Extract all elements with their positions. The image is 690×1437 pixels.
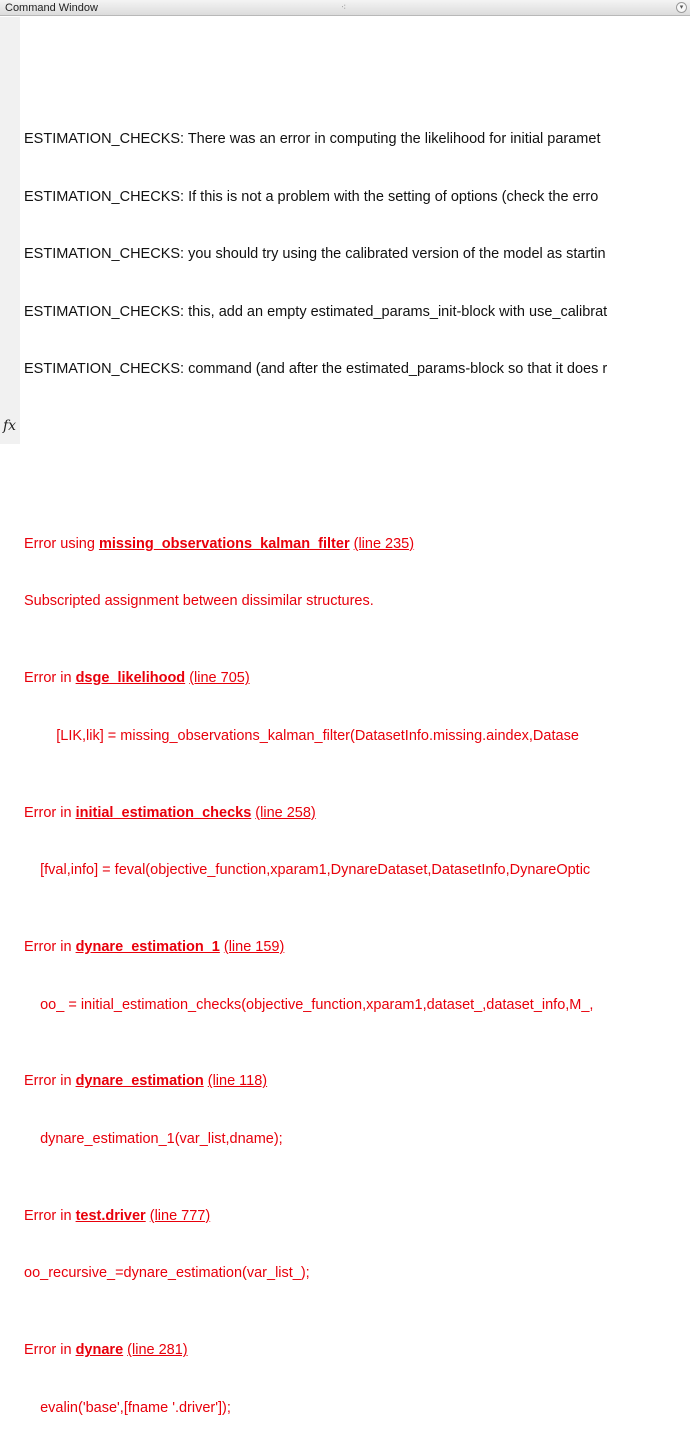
window-actions-menu-icon[interactable]: ▾ — [676, 2, 687, 13]
line-link-705[interactable]: (line 705) — [189, 670, 250, 687]
function-link-dynare[interactable]: dynare — [75, 1342, 124, 1359]
warning-line: ESTIMATION_CHECKS: If this is not a problem with the setting of options (check the erro — [24, 188, 599, 205]
error-in-label: Error in — [24, 1207, 76, 1224]
spacer — [24, 55, 690, 72]
function-browser-fx-icon[interactable]: fx — [3, 418, 17, 434]
function-link-initial-estimation-checks[interactable]: initial_estimation_checks — [75, 804, 252, 821]
function-link-dsge-likelihood[interactable]: dsge_likelihood — [75, 670, 186, 687]
line-link-281[interactable]: (line 281) — [127, 1342, 188, 1359]
window-title: Command Window — [5, 2, 98, 14]
error-in-label: Error in — [24, 938, 76, 955]
error-header — [24, 535, 690, 554]
function-link-dynare-estimation-1[interactable]: dynare_estimation_1 — [75, 938, 220, 955]
warning-line: ESTIMATION_CHECKS: this, add an empty estimated_params_init-block with use_calibrat — [24, 303, 608, 320]
line-link-118[interactable]: (line 118) — [207, 1073, 268, 1090]
error-using-label: Error using — [24, 535, 99, 552]
stack-frame-header — [24, 669, 690, 688]
error-message: Subscripted assignment between dissimilar structures. — [24, 593, 374, 610]
line-link-258[interactable]: (line 258) — [255, 804, 316, 821]
stack-frame-header — [24, 938, 690, 957]
stack-frame-header — [24, 1341, 690, 1360]
line-link-777[interactable]: (line 777) — [149, 1207, 211, 1224]
stack-frame-code: [fval,info] = feval(objective_function,xparam1,DynareDataset,DatasetInfo,DynareOptic — [24, 862, 591, 879]
error-in-label: Error in — [24, 1342, 76, 1359]
error-in-label: Error in — [24, 670, 76, 687]
function-link-missing-observations-kalman-filter[interactable]: missing_observations_kalman_filter — [98, 535, 350, 552]
line-link-235[interactable]: (line 235) — [353, 535, 415, 552]
drag-grip-icon[interactable]: ⁖ — [341, 2, 347, 12]
left-gutter — [0, 17, 20, 444]
stack-frame-code: oo_recursive_=dynare_estimation(var_list_); — [24, 1265, 310, 1282]
spacer — [24, 437, 690, 477]
command-output[interactable] — [24, 17, 690, 1416]
stack-frame-code: [LIK,lik] = missing_observations_kalman_filter(DatasetInfo.missing.aindex,Datase — [24, 727, 579, 744]
line-link-159[interactable]: (line 159) — [223, 938, 285, 955]
function-link-dynare-estimation[interactable]: dynare_estimation — [75, 1073, 204, 1090]
warning-line: ESTIMATION_CHECKS: you should try using the calibrated version of the model as startin — [24, 246, 606, 263]
warning-line: ESTIMATION_CHECKS: command (and after the estimated_params-block so that it does r — [24, 361, 608, 378]
stack-frame-header — [24, 1207, 690, 1226]
stack-frame-header — [24, 1072, 690, 1091]
error-in-label: Error in — [24, 1073, 76, 1090]
stack-frame-code: oo_ = initial_estimation_checks(objective_function,xparam1,dataset_,dataset_info,M_, — [24, 996, 594, 1013]
stack-frame-code: dynare_estimation_1(var_list,dname); — [24, 1130, 283, 1147]
warning-line: ESTIMATION_CHECKS: There was an error in computing the likelihood for initial paramet — [24, 131, 601, 148]
stack-frame-code: evalin('base',[fname '.driver']); — [24, 1399, 231, 1416]
function-link-test-driver[interactable]: test.driver — [75, 1207, 146, 1224]
stack-frame-header — [24, 804, 690, 823]
command-window-titlebar — [0, 0, 690, 16]
error-in-label: Error in — [24, 804, 76, 821]
